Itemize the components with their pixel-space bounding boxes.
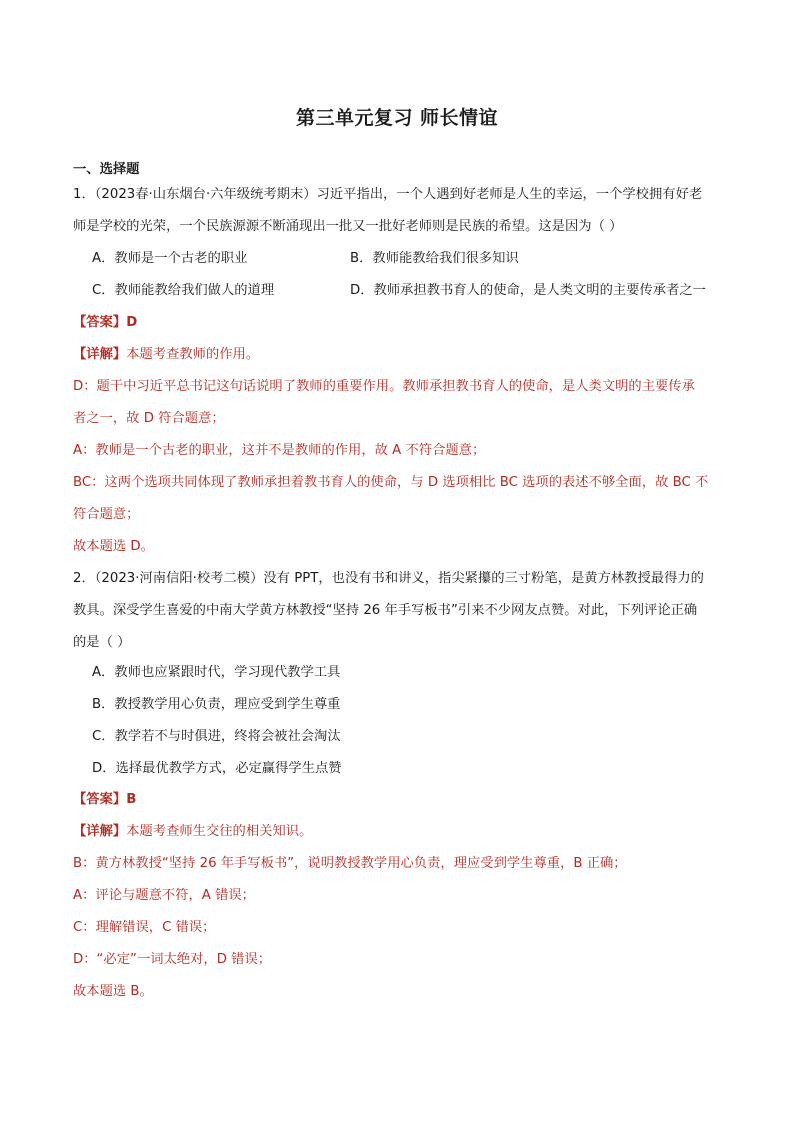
q1-option-d: D．教师承担教书育人的使命，是人类文明的主要传承者之一 [350, 283, 706, 298]
q1-stem-line1: 1．（2023春·山东烟台·六年级统考期末）习近平指出，一个人遇到好老师是人生的幸运，一个学校拥有好老 [73, 187, 703, 202]
q2-stem-line1: 2．（2023·河南信阳·校考二模）没有 PPT，也没有书和讲义，指尖紧攥的三寸粉笔，是黄方林教授最得力的 [73, 571, 704, 586]
q2-option-a: A．教师也应紧跟时代，学习现代教学工具 [92, 665, 341, 680]
q2-exp-c: C：理解错误，C 错误； [73, 920, 216, 935]
q1-option-a: A．教师是一个古老的职业 [92, 251, 248, 266]
detail-tag: 【详解】 [73, 347, 127, 362]
q2-detail [73, 822, 723, 842]
q2-stem-line2: 教具。深受学生喜爱的中南大学黄方林教授“坚持 26 年手写板书”引来不少网友点赞。对此，下列评论正确 [73, 603, 698, 618]
q1-conclusion: 故本题选 D。 [73, 539, 154, 554]
q1-detail [73, 345, 723, 365]
detail-text: 本题考查教师的作用。 [126, 347, 260, 362]
q2-exp-b: B：黄方林教授“坚持 26 年手写板书”，说明教授教学用心负责，理应受到学生尊重，B 正确； [73, 856, 627, 871]
q2-conclusion: 故本题选 B。 [73, 984, 153, 999]
q1-option-b: B．教师能教给我们很多知识 [350, 251, 519, 266]
q1-answer [73, 313, 723, 333]
q1-exp-d-line2: 者之一，故 D 符合题意； [73, 411, 225, 426]
q2-answer [73, 790, 723, 810]
q1-exp-bc-line1: BC：这两个选项共同体现了教师承担着教书育人的使命，与 D 选项相比 BC 选项的表述不够全面，故 BC 不 [73, 475, 709, 490]
detail-tag: 【详解】 [73, 824, 127, 839]
page-title: 第三单元复习 师长情谊 [295, 107, 499, 129]
section-heading: 一、选择题 [73, 162, 140, 177]
q1-exp-bc-line2: 符合题意； [73, 507, 140, 522]
q1-exp-a: A：教师是一个古老的职业，这并不是教师的作用，故 A 不符合题意； [73, 443, 486, 458]
detail-text: 本题考查师生交往的相关知识。 [126, 824, 313, 839]
q2-stem-line3: 的是（ ） [73, 635, 131, 650]
answer-tag: 【答案】 [73, 315, 127, 330]
q2-option-d: D．选择最优教学方式，必定赢得学生点赞 [92, 761, 342, 776]
q1-stem-line2: 师是学校的光荣，一个民族源源不断涌现出一批又一批好老师则是民族的希望。这是因为（ ） [73, 219, 623, 234]
q1-option-c: C．教师能教给我们做人的道理 [92, 283, 275, 298]
answer-value: D [126, 315, 138, 330]
q2-exp-d: D：“必定”一词太绝对，D 错误； [73, 952, 272, 967]
q1-exp-d-line1: D：题干中习近平总书记这句话说明了教师的重要作用。教师承担教书育人的使命，是人类文明的主要传承 [73, 379, 695, 394]
q2-exp-a: A：评论与题意不符，A 错误； [73, 888, 255, 903]
answer-value: B [126, 792, 137, 807]
q2-option-b: B．教授教学用心负责，理应受到学生尊重 [92, 697, 341, 712]
answer-tag: 【答案】 [73, 792, 127, 807]
q2-option-c: C．教学若不与时俱进，终将会被社会淘汰 [92, 729, 341, 744]
